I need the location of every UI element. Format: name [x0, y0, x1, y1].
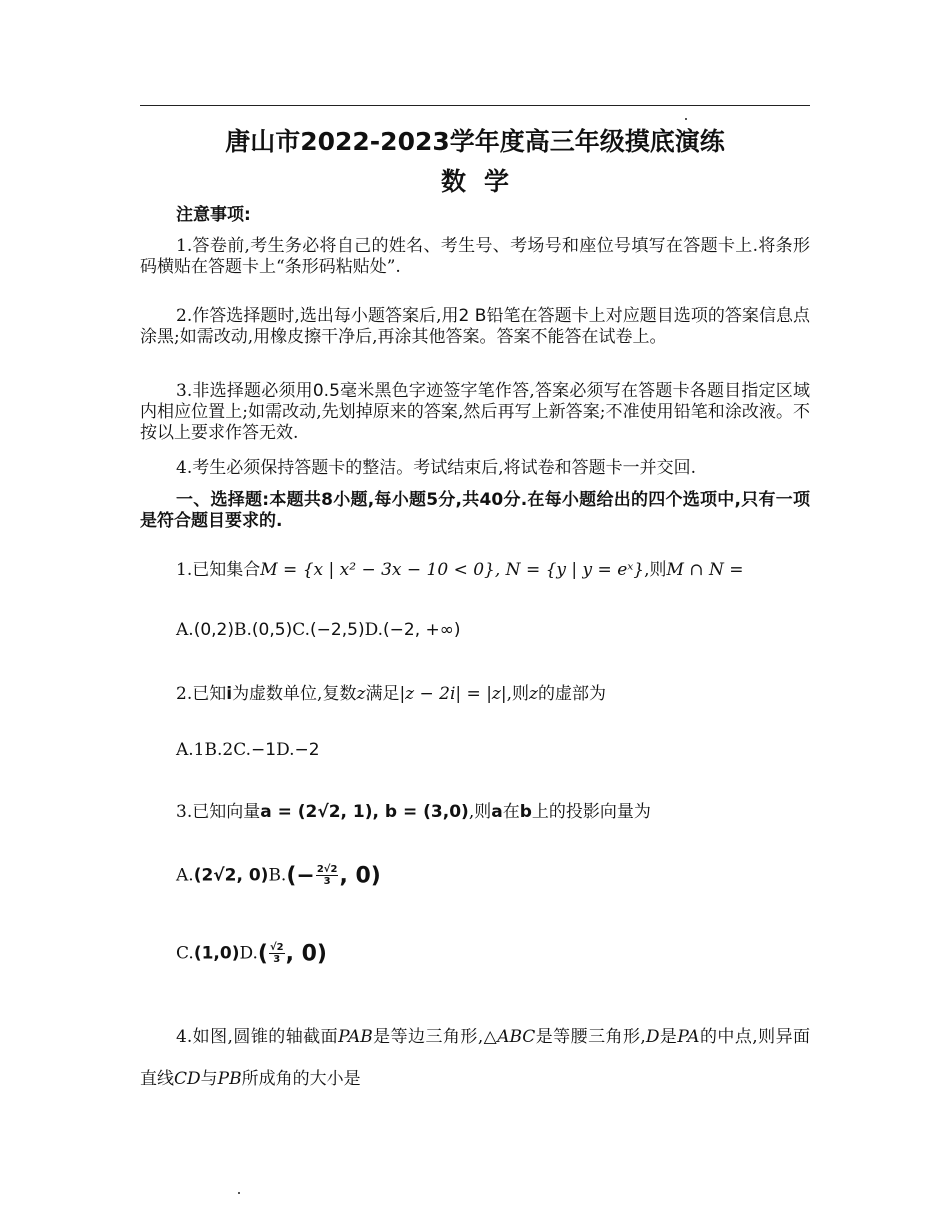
- option-d: (−2, +∞): [383, 620, 461, 640]
- header-rule: [140, 105, 810, 106]
- option-b-label: B.: [234, 620, 252, 640]
- stray-mark: [238, 1192, 240, 1194]
- notes-heading: 注意事项:: [176, 205, 251, 225]
- note-item-1: 1.答卷前,考生务必将自己的姓名、考生号、考场号和座位号填写在答题卡上.将条形码横贴在答题卡上“条形码粘贴处”.: [140, 236, 810, 277]
- option-d: ( $\frac{√2}{3}$ , 0): [257, 941, 327, 966]
- option-b: (− $\frac{2√2}{3}$ , 0): [286, 863, 381, 888]
- option-d-label: D.: [364, 620, 384, 640]
- option-c-label: C.: [292, 620, 311, 640]
- note-item-3: 3.非选择题必须用0.5毫米黑色字迹签字笔作答,答案必须写在答题卡各题目指定区域内相应位置上;如需改动,先划掉原来的答案,然后再写上新答案;不准使用铅笔和涂改液。不按以上要求作答无效.: [140, 381, 810, 443]
- option-c: (−2,5): [310, 620, 365, 640]
- option-a: (2√2, 0): [193, 865, 269, 886]
- note-item-2: 2.作答选择题时,选出每小题答案后,用2 B铅笔在答题卡上对应题目选项的答案信息点涂黑;如需改动,用橡皮擦干净后,再涂其他答案。答案不能答在试卷上。: [140, 306, 811, 347]
- question-3-options-ab: A.(2√2, 0)B.(− $\frac{2√2}{3}$ , 0): [176, 863, 381, 888]
- question-4-stem: 4.如图,圆锥的轴截面PAB是等边三角形,△ABC是等腰三角形,D是PA的中点,则异面直线CD与PB所成角的大小是: [140, 1027, 811, 1089]
- question-1-options: [176, 620, 816, 641]
- option-c: −1: [251, 740, 277, 760]
- set-definition: M = {x | x² − 3x − 10 < 0}, N = {y | y = eˣ}: [260, 560, 645, 580]
- stray-mark: [685, 118, 687, 120]
- subject-title: 数学: [440, 167, 527, 196]
- question-1-stem: 1.已知集合M = {x | x² − 3x − 10 < 0}, N = {y | y = eˣ},则M ∩ N =: [176, 560, 744, 580]
- option-c: (1,0): [193, 943, 240, 964]
- question-2-stem: 2.已知i为虚数单位,复数z满足|z − 2i| = |z|,则z的虚部为: [176, 684, 606, 704]
- option-d: −2: [294, 740, 320, 760]
- question-3-stem: 3.已知向量a = (2√2, 1), b = (3,0),则a在b上的投影向量为: [176, 802, 651, 822]
- question-2-options: A.1B.2C.−1D.−2: [176, 740, 320, 760]
- question-3-options-cd: C.(1,0)D.( $\frac{√2}{3}$ , 0): [176, 941, 327, 966]
- section-1-heading: 一、选择题:本题共8小题,每小题5分,共40分.在每小题给出的四个选项中,只有一项是符合题目要求的.: [140, 490, 810, 531]
- option-a: (0,2): [193, 620, 234, 640]
- note-item-4: 4.考生必须保持答题卡的整洁。考试结束后,将试卷和答题卡一并交回.: [176, 458, 697, 478]
- option-b: (0,5): [251, 620, 293, 640]
- vector-definition: a = (2√2, 1), b = (3,0): [260, 802, 469, 822]
- option-a-label: A.: [176, 620, 194, 640]
- exam-title: 唐山市2022-2023学年度高三年级摸底演练: [225, 127, 725, 156]
